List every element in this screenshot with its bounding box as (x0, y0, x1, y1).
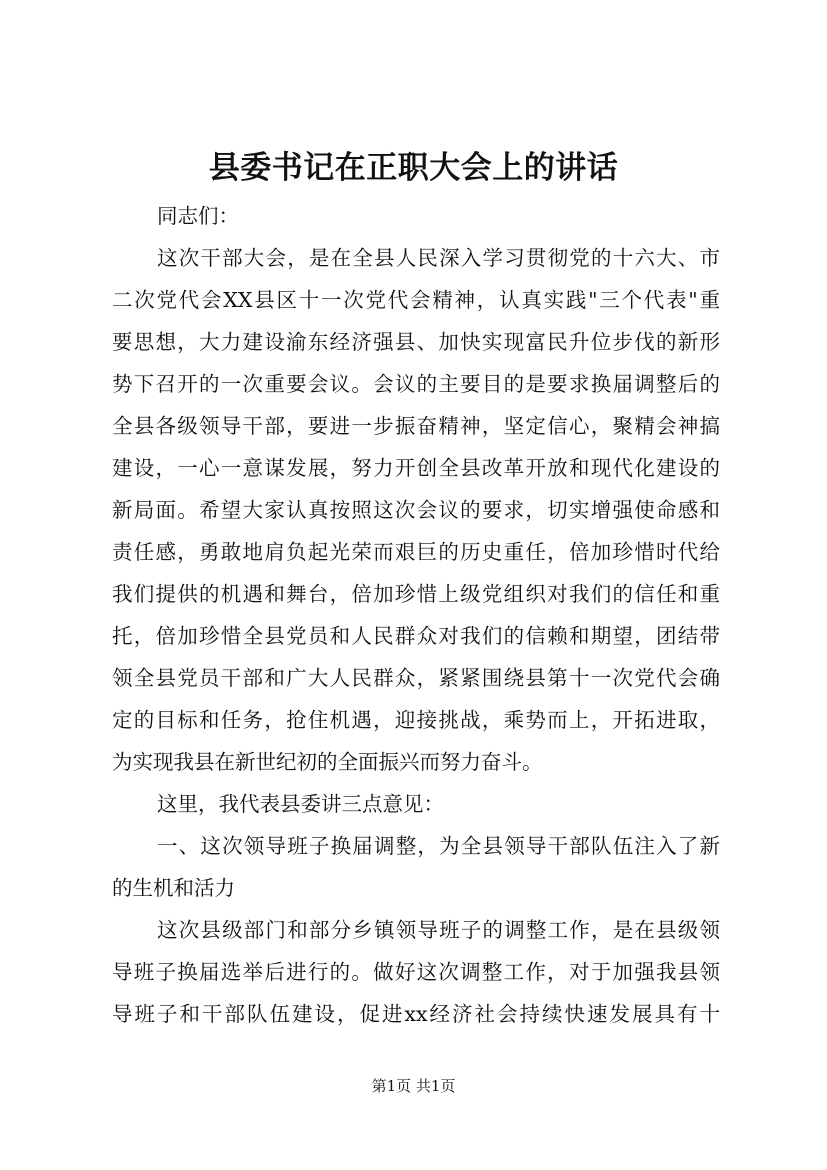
paragraph-line: 这次县级部门和部分乡镇领导班子的调整工作，是在县级领 (157, 918, 720, 942)
paragraph-line: 二次党代会XX县区十一次党代会精神，认真实践"三个代表"重 (112, 288, 720, 312)
paragraph-line: 领全县党员干部和广大人民群众，紧紧围绕县第十一次党代会确 (112, 666, 720, 690)
paragraph-4 (112, 909, 720, 1035)
paragraph-line: 定的目标和任务，抢住机遇，迎接挑战，乘势而上，开拓进取， (112, 708, 720, 732)
page-footer: 第1页 共1页 (371, 1077, 456, 1095)
paragraph-line: 全县各级领导干部，要进一步振奋精神，坚定信心，聚精会神搞 (112, 414, 720, 438)
paragraph-line: 势下召开的一次重要会议。会议的主要目的是要求换届调整后的 (112, 372, 720, 396)
paragraph-line: 的生机和活力 (112, 876, 235, 900)
document-title: 县委书记在正职大会上的讲话 (208, 150, 619, 186)
paragraph-line: 新局面。希望大家认真按照这次会议的要求，切实增强使命感和 (112, 498, 720, 522)
salutation-text: 同志们： (157, 204, 239, 228)
paragraph-line: 导班子换届选举后进行的。做好这次调整工作，对于加强我县领 (112, 960, 720, 984)
paragraph-line: 这次干部大会，是在全县人民深入学习贯彻党的十六大、市 (157, 246, 720, 270)
paragraph-line: 托，倍加珍惜全县党员和人民群众对我们的信赖和期望，团结带 (112, 624, 720, 648)
paragraph-line: 建设，一心一意谋发展，努力开创全县改革开放和现代化建设的 (112, 456, 720, 480)
paragraph-line: 一、这次领导班子换届调整，为全县领导干部队伍注入了新 (157, 834, 720, 858)
paragraph-line: 为实现我县在新世纪初的全面振兴而努力奋斗。 (112, 750, 543, 774)
paragraph-2 (112, 783, 720, 825)
salutation (112, 195, 720, 237)
paragraph-line: 责任感，勇敢地肩负起光荣而艰巨的历史重任，倍加珍惜时代给 (112, 540, 720, 564)
paragraph-line: 这里，我代表县委讲三点意见： (157, 792, 444, 816)
paragraph-line: 我们提供的机遇和舞台，倍加珍惜上级党组织对我们的信任和重 (112, 582, 720, 606)
paragraph-line: 导班子和干部队伍建设，促进xx经济社会持续快速发展具有十 (112, 1002, 720, 1026)
paragraph-line: 要思想，大力建设渝东经济强县、加快实现富民升位步伐的新形 (112, 330, 720, 354)
document-body (112, 195, 720, 1035)
paragraph-1 (112, 237, 720, 783)
section-heading-1 (112, 825, 720, 909)
